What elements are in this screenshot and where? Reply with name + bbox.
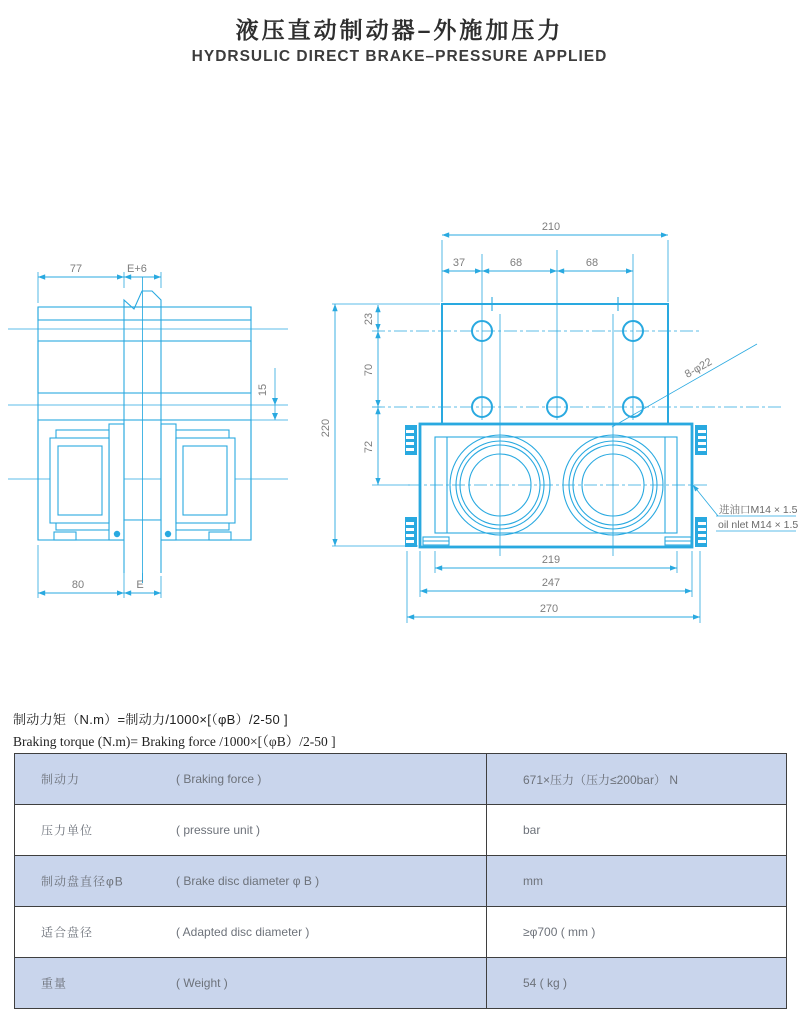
row-value: ≥φ700 ( mm ) <box>523 925 596 939</box>
row-value: 54 ( kg ) <box>523 976 568 990</box>
dim-15: 15 <box>257 383 269 397</box>
dim-77: 77 <box>69 263 83 275</box>
dim-23: 23 <box>363 312 375 326</box>
dim-219: 219 <box>541 554 561 566</box>
dim-68b: 68 <box>585 257 599 269</box>
right-orthographic-views <box>320 221 798 623</box>
table-row <box>15 804 786 855</box>
dim-72: 72 <box>363 440 375 454</box>
row-label-zh: 制动力 <box>41 772 81 787</box>
table-row <box>15 957 786 1008</box>
specification-table <box>14 753 787 1009</box>
table-row <box>15 754 786 804</box>
braking-torque-formula <box>13 709 336 750</box>
dim-270: 270 <box>539 603 559 615</box>
row-label-zh: 压力单位 <box>41 823 94 838</box>
row-label-en: ( Brake disc diameter φ B ) <box>176 874 320 888</box>
brake-body-outline <box>420 424 692 547</box>
row-label-zh: 制动盘直径φB <box>41 874 124 889</box>
row-label-en: ( Braking force ) <box>176 772 262 786</box>
dim-e: E <box>136 579 144 591</box>
right-view-dimensions <box>320 221 700 623</box>
page-title: 液压直动制动器–外施加压力 <box>235 17 564 43</box>
dim-37: 37 <box>452 257 466 269</box>
formula-line-zh: 制动力矩（N.m）=制动力/1000×[（φB）/2-50 ] <box>13 712 288 727</box>
table-row <box>15 855 786 906</box>
row-value: 671×压力（压力≤200bar） N <box>523 772 678 787</box>
holes-callout: 8-φ22 <box>682 355 715 381</box>
formula-line-en: Braking torque (N.m)= Braking force /1000×[（φB）/2-50 ] <box>13 734 336 749</box>
oil-inlet-label-zh: 进油口M14 × 1.5 <box>719 504 798 516</box>
row-value: mm <box>523 874 543 888</box>
row-label-en: ( Weight ) <box>176 976 228 990</box>
row-value: bar <box>523 823 541 837</box>
left-sectional-view <box>8 263 288 598</box>
dim-70: 70 <box>363 363 375 377</box>
row-label-zh: 适合盘径 <box>41 925 94 940</box>
oil-inlet-callout <box>693 485 798 531</box>
page-subtitle: HYDRSULIC DIRECT BRAKE–PRESSURE APPLIED <box>191 48 608 65</box>
dim-68a: 68 <box>509 257 523 269</box>
dim-220: 220 <box>320 418 332 438</box>
row-label-zh: 重量 <box>41 976 68 991</box>
oil-inlet-label-en: oil nlet M14 × 1.5 <box>718 519 799 531</box>
dim-210: 210 <box>541 221 561 233</box>
seal-dot-right <box>165 531 171 537</box>
seal-dot-left <box>114 531 120 537</box>
dim-247: 247 <box>541 577 561 589</box>
dim-80: 80 <box>71 579 85 591</box>
table-row <box>15 906 786 957</box>
dim-e6: E+6 <box>127 263 147 275</box>
row-label-en: ( pressure unit ) <box>176 823 261 837</box>
bolt-holes <box>472 321 643 417</box>
row-label-en: ( Adapted disc diameter ) <box>176 925 310 939</box>
